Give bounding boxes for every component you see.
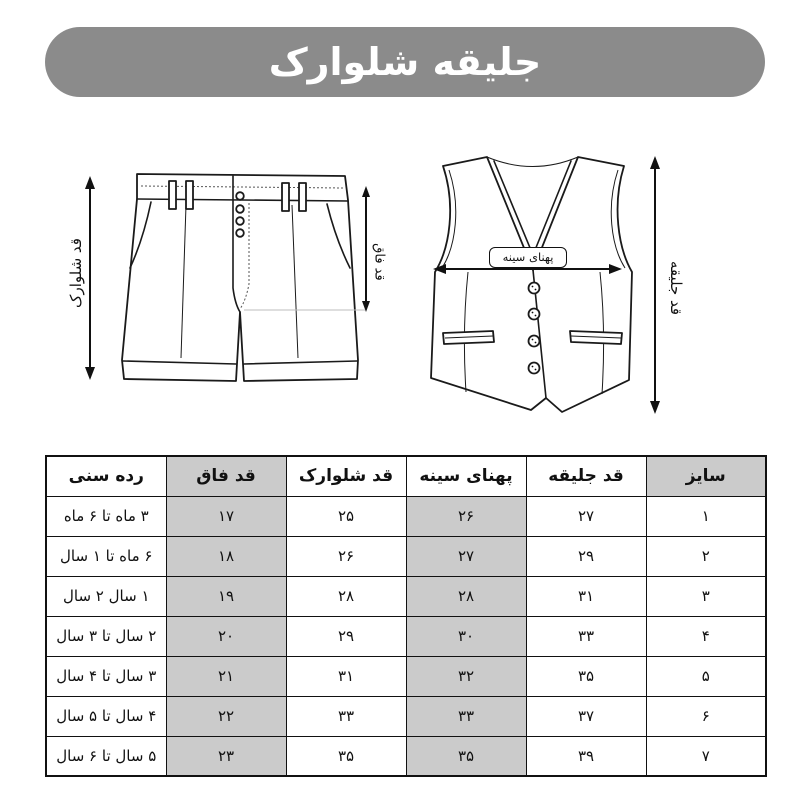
cell-age-range: ۴ سال تا ۵ سال	[46, 696, 166, 736]
cell-age-range: ۲ سال تا ۳ سال	[46, 616, 166, 656]
cell-age-range: ۵ سال تا ۶ سال	[46, 736, 166, 776]
cell-rise: ۲۲	[166, 696, 286, 736]
shorts-button	[236, 192, 244, 200]
cell-shorts-length: ۲۵	[286, 496, 406, 536]
header-age-range: رده سنی	[46, 456, 166, 496]
cell-vest-length: ۳۳	[526, 616, 646, 656]
cell-chest-width: ۳۰	[406, 616, 526, 656]
cell-rise: ۲۳	[166, 736, 286, 776]
cell-size: ۵	[646, 656, 766, 696]
vest-button	[529, 283, 540, 294]
cell-vest-length: ۳۷	[526, 696, 646, 736]
cell-shorts-length: ۲۹	[286, 616, 406, 656]
vest-back-neck	[487, 157, 578, 167]
header-size: سایز	[646, 456, 766, 496]
vest-button	[529, 336, 540, 347]
cell-chest-width: ۳۳	[406, 696, 526, 736]
header-chest-width: پهنای سینه	[406, 456, 526, 496]
vest-length-arrow	[650, 156, 660, 414]
cell-rise: ۱۷	[166, 496, 286, 536]
table-row	[46, 576, 766, 616]
cell-age-range: ۱ سال ۲ سال	[46, 576, 166, 616]
chest-width-label: پهنای سینه	[489, 247, 567, 268]
cell-shorts-length: ۳۵	[286, 736, 406, 776]
cell-age-range: ۶ ماه تا ۱ سال	[46, 536, 166, 576]
cell-shorts-length: ۲۸	[286, 576, 406, 616]
belt-loop	[282, 183, 289, 211]
cell-vest-length: ۳۱	[526, 576, 646, 616]
table-row	[46, 736, 766, 776]
header-shorts-length: قد شلوارک	[286, 456, 406, 496]
cell-size: ۱	[646, 496, 766, 536]
cell-size: ۳	[646, 576, 766, 616]
belt-loop	[299, 183, 306, 211]
cell-age-range: ۳ ماه تا ۶ ماه	[46, 496, 166, 536]
vest-length-label: قد جلیقه	[667, 260, 685, 316]
header-rise: قد فاق	[166, 456, 286, 496]
vest-drawing	[431, 157, 632, 412]
shorts-button	[236, 205, 244, 213]
cell-age-range: ۳ سال تا ۴ سال	[46, 656, 166, 696]
cell-vest-length: ۲۹	[526, 536, 646, 576]
header-vest-length: قد جلیقه	[526, 456, 646, 496]
vest-button	[529, 363, 540, 374]
rise-label: قد فاق	[371, 243, 387, 281]
cell-shorts-length: ۳۱	[286, 656, 406, 696]
size-table	[45, 455, 767, 777]
page-title: جلیقه شلوارک	[268, 40, 542, 84]
shorts-button	[236, 217, 244, 225]
belt-loop	[186, 181, 193, 209]
cell-vest-length: ۲۷	[526, 496, 646, 536]
vest-button	[529, 309, 540, 320]
table-row	[46, 536, 766, 576]
rise-arrow	[362, 186, 370, 312]
cell-vest-length: ۳۹	[526, 736, 646, 776]
cell-chest-width: ۲۷	[406, 536, 526, 576]
table-row	[46, 616, 766, 656]
cell-rise: ۱۹	[166, 576, 286, 616]
cell-chest-width: ۲۶	[406, 496, 526, 536]
shorts-length-label: قد شلوارک	[67, 238, 85, 308]
cell-rise: ۲۰	[166, 616, 286, 656]
table-row	[46, 656, 766, 696]
table-header-row	[46, 456, 766, 496]
cell-chest-width: ۲۸	[406, 576, 526, 616]
cell-size: ۶	[646, 696, 766, 736]
cell-chest-width: ۳۵	[406, 736, 526, 776]
cell-rise: ۱۸	[166, 536, 286, 576]
cell-vest-length: ۳۵	[526, 656, 646, 696]
cell-shorts-length: ۳۳	[286, 696, 406, 736]
cell-chest-width: ۳۲	[406, 656, 526, 696]
shorts-drawing	[122, 174, 358, 381]
table-row	[46, 696, 766, 736]
belt-loop	[169, 181, 176, 209]
shorts-length-arrow	[85, 176, 95, 380]
cell-size: ۲	[646, 536, 766, 576]
cell-shorts-length: ۲۶	[286, 536, 406, 576]
cell-size: ۴	[646, 616, 766, 656]
table-row	[46, 496, 766, 536]
cell-size: ۷	[646, 736, 766, 776]
cell-rise: ۲۱	[166, 656, 286, 696]
shorts-button	[236, 229, 244, 237]
